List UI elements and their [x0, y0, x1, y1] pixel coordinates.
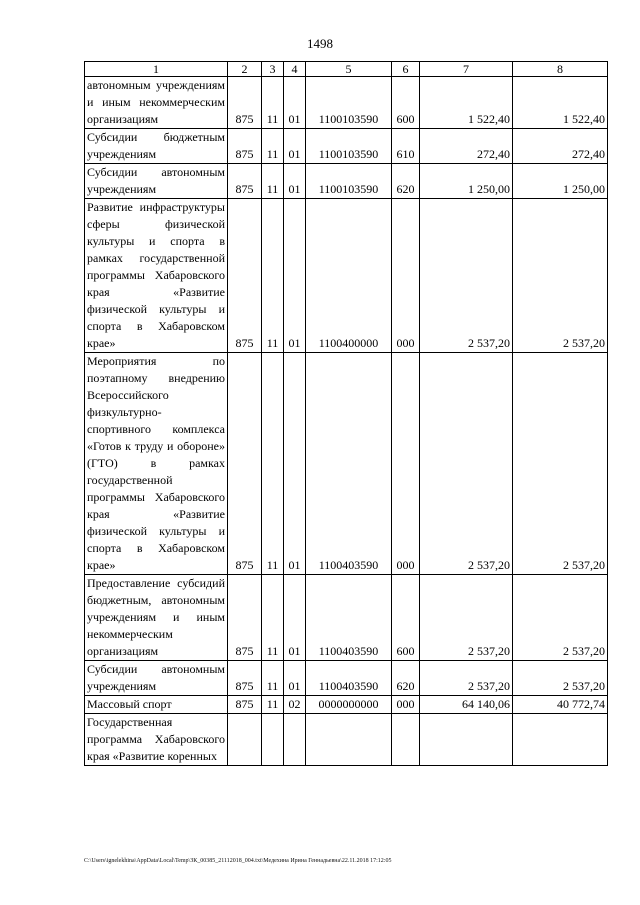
header-col-4: 4	[284, 62, 306, 77]
row-target-code: 1100400000	[306, 199, 392, 353]
header-col-5: 5	[306, 62, 392, 77]
row-sum-1: 2 537,20	[420, 661, 513, 696]
row-expense-type: 600	[392, 575, 420, 661]
table-row	[85, 661, 608, 696]
row-section: 11	[262, 199, 284, 353]
row-section: 11	[262, 353, 284, 575]
row-sum-1: 64 140,06	[420, 696, 513, 714]
row-subsection: 02	[284, 696, 306, 714]
row-sum-2: 2 537,20	[513, 661, 608, 696]
row-subsection: 01	[284, 164, 306, 199]
table-row	[85, 714, 608, 766]
row-sum-2: 1 250,00	[513, 164, 608, 199]
table-row	[85, 77, 608, 129]
row-sum-1: 2 537,20	[420, 353, 513, 575]
table-row	[85, 353, 608, 575]
row-sum-1: 2 537,20	[420, 575, 513, 661]
row-section	[262, 714, 284, 766]
row-expense-type: 620	[392, 661, 420, 696]
row-section: 11	[262, 696, 284, 714]
row-adm-code: 875	[228, 353, 262, 575]
row-name: Субсидии автономным учреждениям	[85, 164, 228, 199]
table-row	[85, 129, 608, 164]
row-subsection: 01	[284, 353, 306, 575]
row-adm-code: 875	[228, 661, 262, 696]
header-col-8: 8	[513, 62, 608, 77]
header-col-1: 1	[85, 62, 228, 77]
row-expense-type: 610	[392, 129, 420, 164]
header-row	[85, 62, 608, 77]
row-sum-1: 272,40	[420, 129, 513, 164]
row-sum-2: 2 537,20	[513, 353, 608, 575]
row-sum-2: 40 772,74	[513, 696, 608, 714]
row-target-code: 1100403590	[306, 575, 392, 661]
row-name: Мероприятия по поэтапному внедрению Всероссийского физкультурно-спортивного комплекса «Готов к труду и обороне» (ГТО) в рамках государственной программы Хабаровского края «Развитие физической культуры и спорта в Хабаровском крае»	[85, 353, 228, 575]
row-expense-type: 000	[392, 199, 420, 353]
row-adm-code	[228, 714, 262, 766]
row-subsection	[284, 714, 306, 766]
row-name: Субсидии автономным учреждениям	[85, 661, 228, 696]
row-target-code: 1100403590	[306, 661, 392, 696]
row-target-code	[306, 714, 392, 766]
row-sum-2: 2 537,20	[513, 575, 608, 661]
row-sum-1	[420, 714, 513, 766]
row-name: Предоставление субсидий бюджетным, автономным учреждениям и иным некоммерческим организациям	[85, 575, 228, 661]
row-sum-2	[513, 714, 608, 766]
row-sum-1: 2 537,20	[420, 199, 513, 353]
table-row	[85, 164, 608, 199]
header-col-3: 3	[262, 62, 284, 77]
row-expense-type: 600	[392, 77, 420, 129]
footer-file-path: C:\Users\ignelekhina\AppData\Local\Temp\ЗК_00385_21112018_004.txt\Медехина Ирина Геннадьевна\22.11.2018 17:12:05	[84, 858, 392, 864]
row-name: Государственная программа Хабаровского края «Развитие коренных	[85, 714, 228, 766]
row-target-code: 0000000000	[306, 696, 392, 714]
row-name: Массовый спорт	[85, 696, 228, 714]
row-sum-2: 272,40	[513, 129, 608, 164]
row-adm-code: 875	[228, 129, 262, 164]
row-expense-type	[392, 714, 420, 766]
row-subsection: 01	[284, 575, 306, 661]
row-sum-2: 2 537,20	[513, 199, 608, 353]
row-section: 11	[262, 661, 284, 696]
row-target-code: 1100103590	[306, 129, 392, 164]
row-adm-code: 875	[228, 164, 262, 199]
row-subsection: 01	[284, 129, 306, 164]
table-row	[85, 575, 608, 661]
row-subsection: 01	[284, 77, 306, 129]
header-col-6: 6	[392, 62, 420, 77]
row-section: 11	[262, 575, 284, 661]
table-row	[85, 199, 608, 353]
budget-table	[84, 61, 608, 766]
header-col-2: 2	[228, 62, 262, 77]
row-section: 11	[262, 164, 284, 199]
row-target-code: 1100103590	[306, 164, 392, 199]
row-adm-code: 875	[228, 575, 262, 661]
row-name: Субсидии бюджетным учреждениям	[85, 129, 228, 164]
row-adm-code: 875	[228, 696, 262, 714]
row-subsection: 01	[284, 661, 306, 696]
row-subsection: 01	[284, 199, 306, 353]
page-number: 1498	[307, 36, 333, 51]
row-expense-type: 620	[392, 164, 420, 199]
row-target-code: 1100403590	[306, 353, 392, 575]
row-target-code: 1100103590	[306, 77, 392, 129]
header-col-7: 7	[420, 62, 513, 77]
row-name: Развитие инфраструктуры сферы физической культуры и спорта в рамках государственной программы Хабаровского края «Развитие физической культуры и спорта в Хабаровском крае»	[85, 199, 228, 353]
row-sum-2: 1 522,40	[513, 77, 608, 129]
row-adm-code: 875	[228, 77, 262, 129]
row-section: 11	[262, 129, 284, 164]
row-section: 11	[262, 77, 284, 129]
row-name: автономным учреждениям и иным некоммерческим организациям	[85, 77, 228, 129]
row-expense-type: 000	[392, 696, 420, 714]
row-adm-code: 875	[228, 199, 262, 353]
row-sum-1: 1 250,00	[420, 164, 513, 199]
row-sum-1: 1 522,40	[420, 77, 513, 129]
row-expense-type: 000	[392, 353, 420, 575]
table-row	[85, 696, 608, 714]
